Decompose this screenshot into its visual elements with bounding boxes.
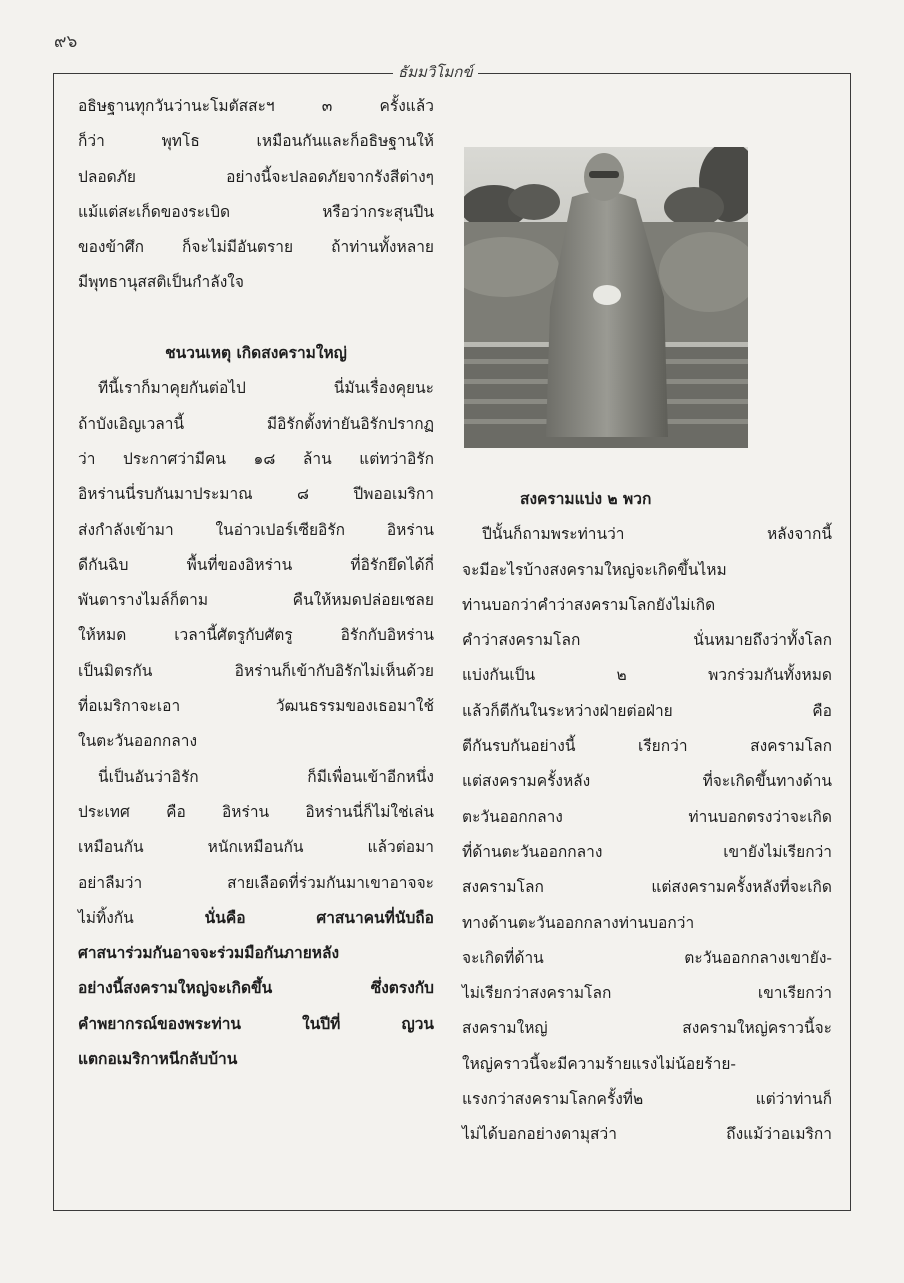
text-line: สงครามโลก แต่สงครามครั้งหลังที่จะเกิด — [462, 878, 832, 897]
section-heading: สงครามแบ่ง ๒ พวก — [520, 490, 652, 508]
text-line-mixed — [78, 901, 434, 936]
bold-text-line: อย่างนี้สงครามใหญ่จะเกิดขึ้น ซึ่งตรงกับ — [78, 979, 434, 998]
text-line: แรงกว่าสงครามโลกครั้งที่๒ แต่ว่าท่านก็ — [462, 1090, 832, 1109]
bold-span: ศาสนาคนที่นับถือ — [316, 908, 434, 927]
text-line: สงครามใหญ่ สงครามใหญ่คราวนี้จะ — [462, 1019, 832, 1038]
text-line: ในตะวันออกกลาง — [78, 732, 198, 751]
text-line: ปลอดภัย อย่างนี้จะปลอดภัยจากรังสีต่างๆ — [78, 167, 434, 186]
text-line: ใหญ่คราวนี้จะมีความร้ายแรงไม่น้อยร้าย- — [462, 1054, 737, 1073]
text-line: แม้แต่สะเก็ดของระเบิด หรือว่ากระสุนปืน — [78, 202, 434, 221]
page-number: ๙๖ — [54, 32, 78, 52]
photo-illustration — [464, 147, 748, 448]
monk-photo — [464, 147, 748, 448]
left-column — [78, 89, 434, 1077]
text-line: ที่อเมริกาจะเอา วัฒนธรรมของเธอมาใช้ — [78, 697, 434, 716]
text-line: ทีนี้เราก็มาคุยกันต่อไป นี่มันเรื่องคุยนะ — [98, 379, 434, 398]
text-line: ของข้าศึก ก็จะไม่มีอันตราย ถ้าท่านทั้งหลาย — [78, 238, 434, 257]
text-line: อธิษฐานทุกวันว่านะโมตัสสะฯ ๓ ครั้งแล้ว — [78, 97, 434, 115]
paragraph-gap — [78, 301, 434, 336]
text-line: ให้หมด เวลานี้ศัตรูกับศัตรู อิรักกับอิหร่าน — [78, 626, 434, 645]
text-line: ที่ด้านตะวันออกกลาง เขายังไม่เรียกว่า — [462, 842, 832, 861]
text-line: อิหร่านนี่รบกันมาประมาณ ๘ ปีพออเมริกา — [78, 485, 434, 504]
bold-text-line: แตกอเมริกาหนีกลับบ้าน — [78, 1050, 238, 1069]
text-line: นี่เป็นอันว่าอิรัก ก็มีเพื่อนเข้าอีกหนึ่ง — [98, 767, 434, 786]
text-line: ตีกันรบกันอย่างนี้ เรียกว่า สงครามโลก — [462, 737, 832, 756]
text-line: ถ้าบังเอิญเวลานี้ มีอิรักตั้งท่ายันอิรักปรากฏ — [78, 414, 434, 433]
text-line: แบ่งกันเป็น ๒ พวกร่วมกันทั้งหมด — [462, 666, 832, 685]
running-header-title: ธัมมวิโมกข์ — [393, 60, 478, 84]
text-line: จะมีอะไรบ้างสงครามใหญ่จะเกิดขึ้นไหม — [462, 560, 727, 579]
text-line: แล้วก็ตีกันในระหว่างฝ่ายต่อฝ่าย คือ — [462, 701, 832, 720]
text-line: แต่สงครามครั้งหลัง ที่จะเกิดขึ้นทางด้าน — [462, 772, 832, 791]
section-heading: ชนวนเหตุ เกิดสงครามใหญ่ — [165, 344, 347, 363]
text-line: ก็ว่า พุทโธ เหมือนกันและก็อธิษฐานให้ — [78, 132, 434, 151]
text-line: ดีกันฉิบ พื้นที่ของอิหร่าน ที่อิรักยึดได้กี่ — [78, 555, 434, 574]
text-line: ไม่เรียกว่าสงครามโลก เขาเรียกว่า — [462, 984, 832, 1003]
text-line: คำว่าสงครามโลก นั่นหมายถึงว่าทั้งโลก — [462, 631, 832, 650]
text-line: พันตารางไมล์ก็ตาม คืนให้หมดปล่อยเชลย — [78, 591, 434, 610]
text-line: ทางด้านตะวันออกกลางท่านบอกว่า — [462, 913, 695, 932]
text-line: จะเกิดที่ด้าน ตะวันออกกลางเขายัง- — [462, 948, 832, 967]
text-line: ตะวันออกกลาง ท่านบอกตรงว่าจะเกิด — [462, 807, 832, 826]
text-line: เป็นมิตรกัน อิหร่านก็เข้ากับอิรักไม่เห็นด้วย — [78, 661, 434, 680]
bold-text-line: ศาสนาร่วมกันอาจจะร่วมมือกันภายหลัง — [78, 944, 340, 963]
text-span: ไม่ทิ้งกัน — [78, 908, 134, 927]
text-line: ท่านบอกว่าคำว่าสงครามโลกยังไม่เกิด — [462, 595, 716, 614]
text-line: ส่งกำลังเข้ามา ในอ่าวเปอร์เซียอิรัก อิหร่าน — [78, 520, 434, 539]
text-line: ปีนั้นก็ถามพระท่านว่า หลังจากนี้ — [482, 525, 832, 544]
right-column — [462, 482, 832, 1153]
bold-span: นั่นคือ — [204, 908, 246, 927]
text-line: อย่าลืมว่า สายเลือดที่ร่วมกันมาเขาอาจจะ — [78, 873, 434, 892]
bold-text-line: คำพยากรณ์ของพระท่าน ในปีที่ ญวน — [78, 1014, 434, 1033]
text-line: ไม่ได้บอกอย่างดามุสว่า ถึงแม้ว่าอเมริกา — [462, 1125, 832, 1144]
text-line: ประเทศ คือ อิหร่าน อิหร่านนี่ก็ไม่ใช่เล่น — [78, 802, 434, 821]
text-line: เหมือนกัน หนักเหมือนกัน แล้วต่อมา — [78, 838, 434, 857]
text-line: ว่า ประกาศว่ามีคน ๑๘ ล้าน แต่ทว่าอิรัก — [78, 449, 434, 468]
text-line: มีพุทธานุสสติเป็นกำลังใจ — [78, 273, 244, 292]
